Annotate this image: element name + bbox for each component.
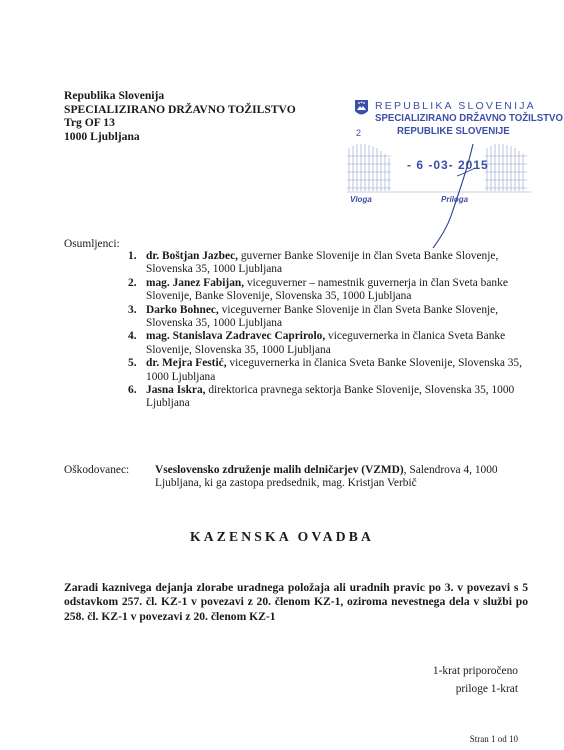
injured-party [155, 464, 525, 491]
handwritten-signature-mark [415, 140, 495, 250]
suspect-number: 2. [128, 276, 137, 289]
coat-of-arms-icon [354, 99, 369, 119]
suspect-name: mag. Stanislava Zadravec Caprirolo, [146, 330, 326, 343]
suspect-name: dr. Mejra Festić, [146, 357, 227, 370]
stamp-priloga-label: Priloga [441, 195, 469, 204]
stamp-country: REPUBLIKA SLOVENIJA [375, 100, 536, 112]
suspect-item [128, 250, 528, 277]
suspect-item [128, 304, 528, 331]
sender-city: 1000 Ljubljana [64, 129, 140, 143]
injured-party-name: Vseslovensko združenje malih delničarjev (VZMD) [155, 464, 404, 476]
suspect-item [128, 277, 528, 304]
suspect-number: 6. [128, 384, 137, 397]
page-number: Stran 1 od 10 [469, 734, 518, 744]
suspects-list [128, 250, 528, 411]
suspect-number: 4. [128, 330, 137, 343]
suspect-description: viceguverner Banke Slovenije in član Sveta Banke Slovenje, Slovenska 35, 1000 Ljubljana [146, 303, 499, 330]
stamp-date: - 6 -03- 2015 [407, 158, 489, 172]
stamp-office-country: REPUBLIKE SLOVENIJE [397, 125, 510, 137]
suspect-description: guverner Banke Slovenije in član Sveta Banke Slovenje, Slovenska 35, 1000 Ljubljana [146, 250, 499, 276]
stamp-vloga-label: Vloga [350, 195, 372, 204]
injured-party-label: Oškodovanec: [64, 464, 130, 476]
sender-country: Republika Slovenija [64, 89, 165, 102]
suspect-item [128, 384, 528, 411]
enclosures-note: priloge 1-krat [455, 683, 518, 695]
suspect-name: dr. Boštjan Jazbec, [146, 250, 238, 262]
suspect-number: 1. [128, 250, 137, 262]
suspect-item [128, 357, 528, 384]
sender-address [64, 89, 296, 143]
suspect-description: viceguvernerka in članica Sveta Banke Slovenije, Slovenska 35, 1000 Ljubljana [146, 330, 506, 356]
suspect-name: Darko Bohnec, [146, 303, 219, 316]
suspect-description: direktorica pravnega sektorja Banke Slovenije, Slovenska 35, 1000 Ljubljana [146, 384, 515, 410]
injured-party-description: , Salendrova 4, 1000 Ljubljana, ki ga zastopa predsednik, mag. Kristjan Verbič [155, 464, 498, 490]
document-title: KAZENSKA OVADBA [189, 529, 375, 544]
sender-street: Trg OF 13 [64, 116, 115, 130]
suspect-number: 5. [128, 357, 137, 370]
suspect-description: viceguverner – namestnik guvernerja in član Sveta banke Slovenije, Banke Slovenije, Slovenska 35, 1000 Ljubljana [146, 276, 508, 303]
suspect-name: mag. Janez Fabijan, [146, 276, 245, 289]
stamp-number: 2 [356, 128, 362, 138]
delivery-note: 1-krat priporočeno [432, 665, 518, 677]
suspects-label: Osumljenci: [64, 238, 120, 250]
suspect-description: viceguvernerka in članica Sveta Banke Slovenije, Slovenska 35, 1000 Ljubljana [146, 357, 522, 383]
charge-description: Zaradi kaznivega dejanja zlorabe uradnega položaja ali uradnih pravic po 3. v povezavi s 5 odstavkom 257. čl. KZ-1 v povezavi z 20. členom KZ-1, oziroma nevestnega dela v službi po 258. čl. KZ-1 v povezavi z 20. členom KZ-1 [64, 581, 528, 623]
suspect-item [128, 330, 528, 357]
suspect-number: 3. [128, 303, 137, 316]
suspect-name: Jasna Iskra, [146, 384, 206, 397]
stamp-office: SPECIALIZIRANO DRŽAVNO TOŽILSTVO [375, 112, 564, 124]
sender-office: SPECIALIZIRANO DRŽAVNO TOŽILSTVO [64, 102, 296, 116]
